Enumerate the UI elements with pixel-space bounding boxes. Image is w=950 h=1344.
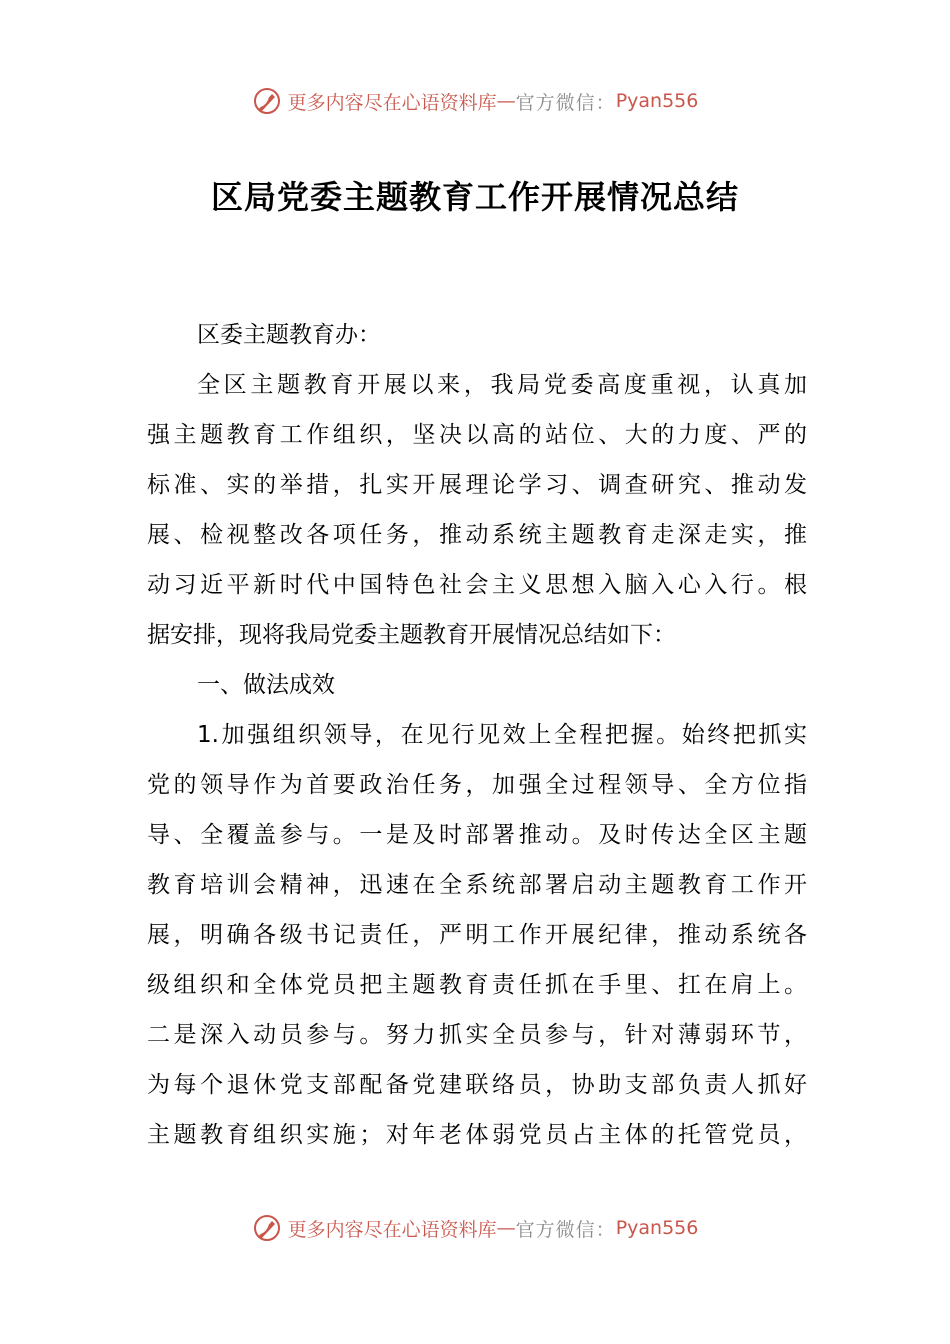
- paragraph-line: 1.加强组织领导，在见行见效上全程把握。始终把抓实: [197, 722, 807, 748]
- paragraph-line: 强主题教育工作组织，坚决以高的站位、大的力度、严的: [147, 422, 807, 448]
- salutation: 区委主题教育办：: [197, 322, 381, 348]
- paragraph-line: 级组织和全体党员把主题教育责任抓在手里、扛在肩上。: [147, 972, 807, 998]
- paragraph-line: 导、全覆盖参与。一是及时部署推动。及时传达全区主题: [147, 822, 807, 848]
- document-body: [147, 310, 807, 1160]
- paragraph-line: 二是深入动员参与。努力抓实全员参与，针对薄弱环节，: [147, 1022, 807, 1048]
- paragraph-line: 标准、实的举措，扎实开展理论学习、调查研究、推动发: [147, 472, 807, 498]
- paragraph-line: 为每个退休党支部配备党建联络员，协助支部负责人抓好: [147, 1072, 807, 1098]
- watermark-dash: —: [496, 1217, 516, 1239]
- paragraph-line: 主题教育组织实施；对年老体弱党员占主体的托管党员，: [147, 1122, 807, 1148]
- header-watermark: [0, 86, 950, 116]
- paragraph-line: 动习近平新时代中国特色社会主义思想入脑入心入行。根: [147, 572, 807, 598]
- document-title: 区局党委主题教育工作开展情况总结: [210, 178, 739, 216]
- paragraph-line: 全区主题教育开展以来，我局党委高度重视，认真加: [197, 372, 807, 398]
- paragraph-line: 教育培训会精神，迅速在全系统部署启动主题教育工作开: [147, 872, 807, 898]
- watermark-id: Pyan556: [615, 90, 699, 112]
- watermark-id: Pyan556: [615, 1217, 699, 1239]
- paragraph-line: 展，明确各级书记责任，严明工作开展纪律，推动系统各: [147, 922, 807, 948]
- paragraph-line: 展、检视整改各项任务，推动系统主题教育走深走实，推: [147, 522, 807, 548]
- pen-logo-icon: [252, 86, 282, 116]
- watermark-official: 官方微信：: [515, 1218, 616, 1241]
- paragraph-line: 据安排，现将我局党委主题教育开展情况总结如下：: [147, 622, 676, 648]
- paragraph-line: 党的领导作为首要政治任务，加强全过程领导、全方位指: [147, 772, 807, 798]
- watermark-dash: —: [496, 90, 516, 112]
- watermark-brand: 更多内容尽在心语资料库: [287, 1218, 497, 1241]
- section-heading: 一、做法成效: [197, 672, 335, 698]
- pen-logo-icon: [252, 1213, 282, 1243]
- watermark-brand: 更多内容尽在心语资料库: [287, 91, 497, 114]
- watermark-official: 官方微信：: [515, 91, 616, 114]
- footer-watermark: [0, 1213, 950, 1243]
